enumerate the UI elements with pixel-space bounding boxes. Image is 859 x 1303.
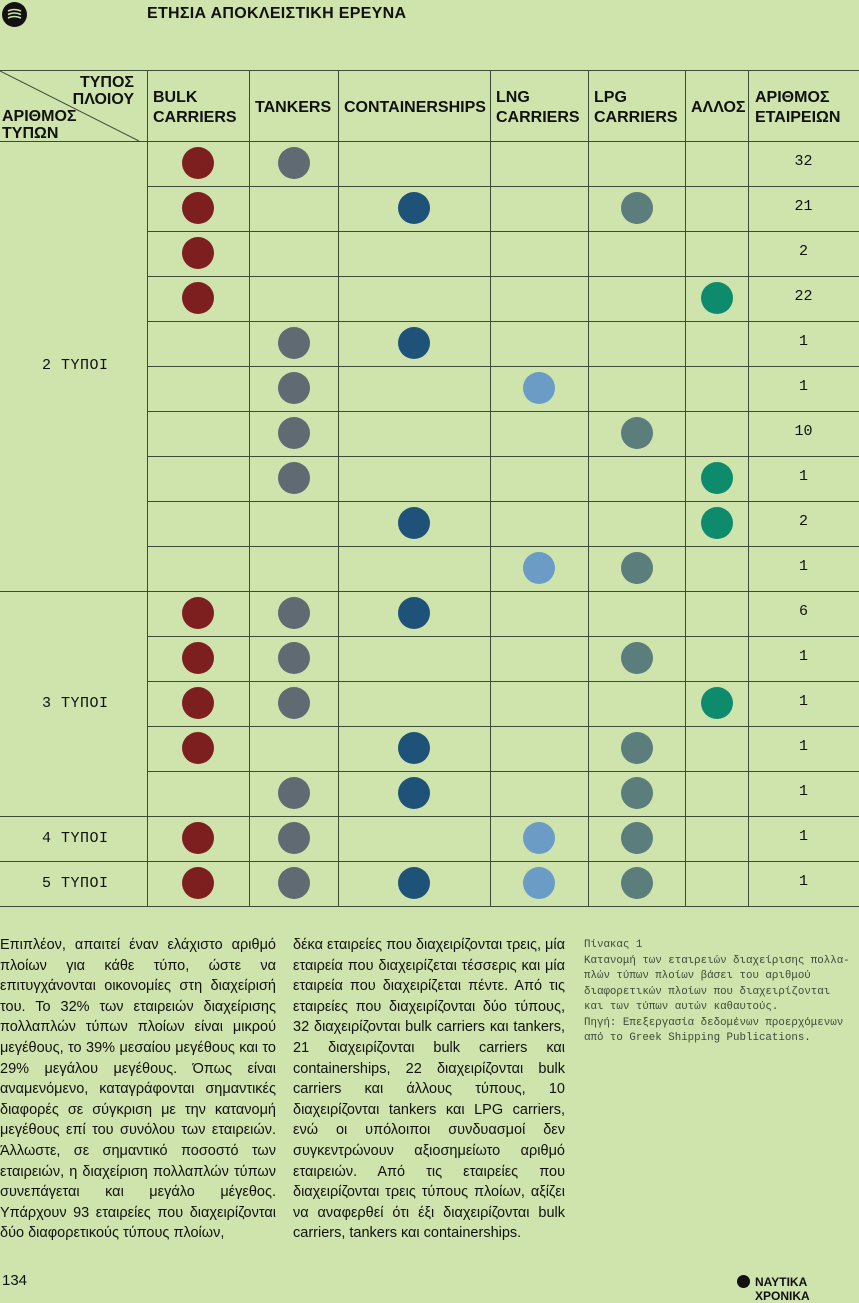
type-dot	[621, 777, 653, 809]
row-divider	[147, 231, 859, 232]
type-dot	[621, 642, 653, 674]
type-dot	[182, 822, 214, 854]
caption-line: Κατανομή των εταιρειών διαχείρισης πολλα-	[584, 954, 850, 967]
corner-label-line: ΠΛΟΙΟΥ	[72, 91, 134, 108]
group-divider	[0, 591, 859, 592]
column-header	[691, 98, 746, 118]
column-divider	[147, 70, 148, 906]
column-header-line: ΑΡΙΘΜΟΣ	[755, 89, 830, 106]
brand-logo-icon	[737, 1275, 750, 1288]
type-dot	[701, 507, 733, 539]
row-divider	[147, 681, 859, 682]
type-dot	[278, 867, 310, 899]
table-header-line	[0, 141, 859, 142]
type-dot	[621, 867, 653, 899]
type-dot	[398, 597, 430, 629]
type-dot	[278, 822, 310, 854]
type-dot	[398, 867, 430, 899]
type-dot	[278, 777, 310, 809]
type-dot	[278, 327, 310, 359]
column-divider	[588, 70, 589, 906]
row-divider	[147, 546, 859, 547]
column-header-line: LNG	[496, 89, 530, 106]
row-divider	[147, 456, 859, 457]
column-header	[496, 88, 580, 128]
column-header-line: CARRIERS	[594, 109, 678, 126]
publication-logo-icon	[2, 2, 27, 27]
type-dot	[278, 462, 310, 494]
column-divider	[249, 70, 250, 906]
type-dot	[621, 192, 653, 224]
body-text-column-1: Επιπλέον, απαιτεί έναν ελάχιστο αριθμό πλοίων για κάθε τύπο, ώστε να επιτυγχάνονται οικονομίες στη διαχείρισή του. Το 32% των εταιρειών διαχείρισης πολλαπλών τύπων πλοίων είναι μικρού μεγέθους, το 39% μεσαίου μεγέθους και το 29% μεγάλου μεγέθους. Όπως είναι αναμενόμενο, καταγράφονται σημαντικές διαφορές σε σύγκριση με την κατανομή μεγέθους επί του συνόλου των εταιρειών. Άλλωστε, σε σημαντικό ποσοστό των εταιρειών, η διαχείριση πολλαπλών τύπων συνεπάγεται και μεγάλο μέγεθος. Υπάρχουν 93 εταιρείες που διαχειρίζονται δύο διαφορετικούς τύπους πλοίων,	[0, 937, 276, 1242]
group-divider	[0, 906, 859, 907]
type-dot	[398, 777, 430, 809]
type-dot	[523, 372, 555, 404]
footer-brand: ΝΑΥΤΙΚΑ ΧΡΟΝΙΚΑ	[755, 1275, 810, 1303]
company-count: 1	[798, 873, 808, 890]
company-count: 10	[794, 423, 813, 440]
caption-line: και των τύπων αυτών καθαυτούς.	[584, 1001, 779, 1013]
company-count: 6	[798, 603, 808, 620]
company-count: 1	[798, 378, 808, 395]
row-divider	[147, 726, 859, 727]
group-label: 3 ΤΥΠΟΙ	[42, 694, 109, 712]
column-header-line: ΕΤΑΙΡΕΙΩΝ	[755, 109, 841, 126]
column-header	[255, 98, 331, 118]
ship-types-table	[0, 70, 859, 904]
row-divider	[147, 276, 859, 277]
column-header-line: BULK	[153, 89, 198, 106]
group-label: 2 ΤΥΠΟΙ	[42, 357, 109, 374]
corner-label-type-count	[2, 108, 77, 142]
type-dot	[278, 687, 310, 719]
page-header-title: ΕΤΗΣΙΑ ΑΠΟΚΛΕΙΣΤΙΚΗ ΕΡΕΥΝΑ	[147, 5, 407, 22]
corner-label-line: ΤΥΠΩΝ	[2, 125, 59, 142]
caption-line: Πηγή: Επεξεργασία δεδομένων προερχόμενων	[584, 1016, 844, 1029]
table-caption	[584, 938, 854, 1047]
caption-line: διαφορετικών πλοίων που διαχειρίζονται	[584, 985, 831, 998]
type-dot	[701, 462, 733, 494]
company-count: 1	[798, 738, 808, 755]
page-number: 134	[2, 1272, 28, 1289]
company-count: 1	[798, 693, 808, 710]
corner-label-ship-type	[72, 74, 134, 108]
type-dot	[398, 327, 430, 359]
type-dot	[621, 822, 653, 854]
column-header	[594, 88, 678, 128]
column-divider	[338, 70, 339, 906]
company-count: 21	[794, 198, 813, 215]
caption-line: πλών τύπων πλοίων βάσει του αριθμού	[584, 970, 811, 982]
column-header-line: CARRIERS	[153, 109, 237, 126]
column-header	[344, 98, 486, 118]
group-divider	[0, 816, 859, 817]
row-divider	[147, 501, 859, 502]
column-header-line: ΑΛΛΟΣ	[691, 99, 746, 116]
company-count: 32	[794, 153, 813, 170]
type-dot	[701, 687, 733, 719]
type-dot	[278, 597, 310, 629]
row-divider	[147, 366, 859, 367]
type-dot	[182, 867, 214, 899]
type-dot	[182, 147, 214, 179]
column-header-line: CARRIERS	[496, 109, 580, 126]
corner-label-line: ΤΥΠΟΣ	[79, 74, 134, 91]
row-divider	[147, 771, 859, 772]
type-dot	[523, 867, 555, 899]
company-count: 1	[798, 333, 808, 350]
column-header-line: TANKERS	[255, 99, 332, 116]
column-header	[153, 88, 237, 128]
group-label: 5 ΤΥΠΟΙ	[42, 874, 109, 892]
group-divider	[0, 861, 859, 862]
column-divider	[685, 70, 686, 906]
type-dot	[701, 282, 733, 314]
corner-label-line: ΑΡΙΘΜΟΣ	[2, 108, 77, 125]
type-dot	[182, 237, 214, 269]
type-dot	[621, 732, 653, 764]
type-dot	[278, 147, 310, 179]
type-dot	[523, 552, 555, 584]
type-dot	[398, 507, 430, 539]
type-dot	[398, 192, 430, 224]
type-dot	[182, 687, 214, 719]
column-divider	[748, 70, 749, 906]
company-count: 2	[798, 513, 808, 530]
company-count: 22	[794, 288, 813, 305]
count-column-header	[755, 88, 840, 128]
company-count: 1	[798, 828, 808, 845]
type-dot	[278, 372, 310, 404]
row-divider	[147, 411, 859, 412]
type-dot	[182, 192, 214, 224]
type-dot	[182, 732, 214, 764]
type-dot	[621, 417, 653, 449]
row-divider	[147, 186, 859, 187]
type-dot	[621, 552, 653, 584]
column-divider	[490, 70, 491, 906]
body-text-column-2: δέκα εταιρείες που διαχειρίζονται τρεις, μία εταιρεία που διαχειρίζεται τέσσερις και μία εταιρεία που διαχειρίζεται πέντε. Από τις εταιρείες που διαχειρίζονται δύο τύπους, 32 διαχειρίζονται bulk carriers και tankers, 21 διαχειρίζονται bulk carriers και containerships, 22 διαχειρίζονται bulk carriers και άλλους τύπους, 10 διαχειρίζονται tankers και LPG carriers, ενώ οι υπόλοιποι συνδυασμοί δεν συγκεντρώνουν αξιοσημείωτο αριθμό εταιρειών. Από τις εταιρείες που διαχειρίζονται τρεις τύπους πλοίων, αξίζει να αναφερθεί ότι έξι διαχειρίζονται bulk carriers, tankers και containerships.	[293, 937, 565, 1242]
column-header-line: LPG	[594, 89, 627, 106]
group-label: 4 ΤΥΠΟΙ	[42, 829, 109, 847]
company-count: 2	[798, 243, 808, 260]
type-dot	[182, 282, 214, 314]
column-header-line: CONTAINERSHIPS	[344, 99, 486, 116]
type-dot	[278, 642, 310, 674]
caption-label: Πίνακας 1	[584, 939, 643, 951]
type-dot	[182, 597, 214, 629]
type-dot	[182, 642, 214, 674]
company-count: 1	[798, 783, 808, 800]
company-count: 1	[798, 648, 808, 665]
company-count: 1	[798, 468, 808, 485]
type-dot	[523, 822, 555, 854]
row-divider	[147, 636, 859, 637]
row-divider	[147, 321, 859, 322]
company-count: 1	[798, 558, 808, 575]
type-dot	[398, 732, 430, 764]
caption-line: από το Greek Shipping Publications.	[584, 1032, 811, 1044]
type-dot	[278, 417, 310, 449]
